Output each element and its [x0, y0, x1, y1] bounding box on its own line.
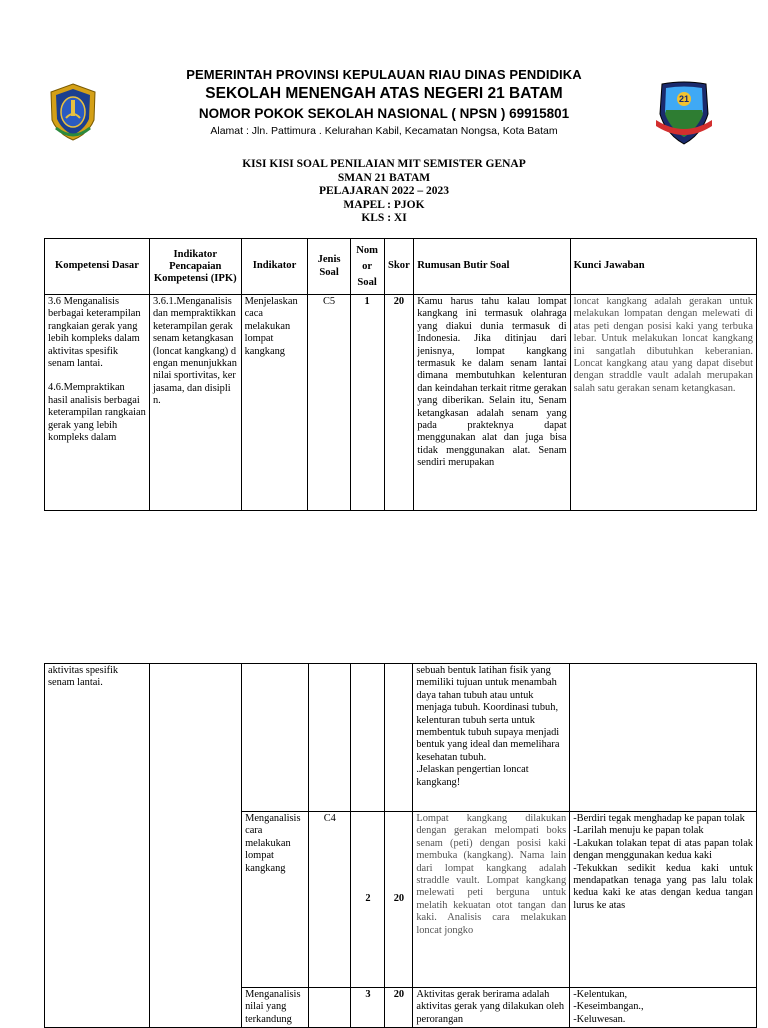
letterhead-npsn: NOMOR POKOK SEKOLAH NASIONAL ( NPSN ) 69915801	[198, 106, 570, 121]
title-line-1: KISI KISI SOAL PENILAIAN MIT SEMISTER GENAP	[242, 158, 526, 170]
header-ipk: Indikator Pencapaian Kompetensi (IPK)	[149, 239, 241, 295]
letterhead-school-name: SEKOLAH MENENGAH ATAS NEGERI 21 BATAM	[205, 85, 563, 102]
nomor-soal-cell: 1	[350, 295, 384, 511]
table-row	[45, 664, 757, 812]
header-indikator: Indikator	[241, 239, 308, 295]
kunci-cont-cell	[570, 664, 757, 812]
rumusan-cont-cell	[413, 664, 570, 812]
nomor-soal-cell: 3	[351, 988, 385, 1028]
letterhead-address: Alamat : Jln. Pattimura . Kelurahan Kabil, Kecamatan Nongsa, Kota Batam	[210, 125, 558, 137]
rumusan-butir-soal-cell: Kamu harus tahu kalau lompat kangkang ini termasuk olahraga yang diakui dunia termasuk di Indonesia. Jika ditinjau dari jenisnya, lompat kangkang termasuk ke dalam senam lantai dimana membutuhkan kelenturan dan keindahan terkait ritme gerakan yang diberikan. Selain itu, Senam ketangkasan adalah senam yang pada prakteknya dapat menggunakan alat dan juga bisa tidak menggunakan alat. Senam sendiri merupakan	[414, 295, 570, 511]
table-row	[45, 295, 757, 511]
rumusan-text: Lompat kangkang dilakukan dengan gerakan melompati boks senam (peti) dengan posisi kaki membuka (kangkang). Nama lain dari lompat kangkang adalah straddle vault. Lompat kangkang melewati peti berguna untuk melatih kekuatan otot tangan dan kaki. Analisis cara melakukan loncat jongko	[416, 813, 567, 936]
jenis-soal-cell: C4	[309, 812, 351, 988]
kunci-item-1: -Kelentukan,	[573, 989, 628, 1000]
title-line-5: KLS : XI	[361, 212, 407, 225]
indikator-cell: Menganalisis nilai yang terkandung	[242, 988, 309, 1028]
skor-cell: 20	[384, 295, 414, 511]
header-kunci-jawaban: Kunci Jawaban	[570, 239, 756, 295]
kisi-kisi-table-page-2	[44, 663, 757, 1028]
kunci-step-4: -Tekukkan sedikit kedua kaki untuk mendapatkan tenaga yang pas lalu tolak kedua kaki ke atas dengan kedua tangan lurus ke atas	[573, 862, 753, 911]
letterhead	[0, 66, 768, 138]
header-kompetensi-dasar: Kompetensi Dasar	[45, 239, 150, 295]
document-title	[0, 158, 768, 226]
rumusan-butir-soal-cell	[413, 812, 570, 988]
title-line-3: PELAJARAN 2022 – 2023	[318, 185, 449, 198]
kd-4-6: 4.6.Mempraktikan hasil analisis berbagai keterampilan rangkaian gerak yang lebih kompleks dalam	[48, 382, 146, 444]
indikator-cell: Menjelaskan caca melakukan lompat kangkang	[241, 295, 308, 511]
skor-cont-cell	[385, 664, 413, 812]
kompetensi-dasar-cell	[45, 295, 150, 511]
nomor-soal-cont-cell	[351, 664, 385, 812]
kunci-step-1: -Berdiri tegak menghadap ke papan tolak	[573, 813, 745, 824]
jenis-soal-cont-cell	[309, 664, 351, 812]
indikator-cont-cell	[242, 664, 309, 812]
kunci-jawaban-cell	[570, 812, 757, 988]
title-line-4: MAPEL : PJOK	[343, 198, 425, 211]
question-1: .Jelaskan pengertian loncat kangkang!	[416, 764, 529, 788]
ipk-cont-cell	[150, 664, 242, 1028]
nomor-soal-cell: 2	[351, 812, 385, 988]
kunci-jawaban-cell	[570, 988, 757, 1028]
skor-cell: 20	[385, 812, 413, 988]
school-logo-number: 21	[678, 94, 690, 104]
jenis-soal-cell: C5	[308, 295, 350, 511]
kunci-item-3: -Keluwesan.	[573, 1013, 626, 1025]
kd-3-6: 3.6 Menganalisis berbagai keterampilan rangkaian gerak yang lebih kompleks dalam aktivitas spesifik senam lantai.	[48, 296, 141, 370]
rumusan-butir-soal-cell: Aktivitas gerak berirama adalah aktivitas gerak yang dilakukan oleh perorangan	[413, 988, 570, 1028]
table-header-row	[45, 239, 757, 295]
kisi-kisi-table-page-1	[44, 238, 757, 511]
title-line-2: SMAN 21 BATAM	[337, 171, 431, 184]
kunci-step-2: -Larilah menuju ke papan tolak	[573, 825, 704, 837]
ipk-cell: 3.6.1.Menganalisis dan mempraktikkan keterampilan gerak senam ketangkasan (loncat kangkang) dengan menunjukkan nilai sportivitas, kerjasama, dan disiplin.	[149, 295, 241, 511]
indikator-cell: Menganalisis cara melakukan lompat kangkang	[242, 812, 309, 988]
kunci-step-3: -Lakukan tolakan tepat di atas papan tolak dengan menggunakan kedua kaki	[573, 837, 753, 862]
header-jenis-soal: Jenis Soal	[308, 239, 350, 295]
letterhead-line-1: PEMERINTAH PROVINSI KEPULAUAN RIAU DINAS PENDIDIKA	[186, 67, 582, 82]
header-nomor-soal: Nom or Soal	[350, 239, 384, 295]
kunci-jawaban-cell: loncat kangkang adalah gerakan untuk melakukan lompatan dengan melewati di atas peti dengan posisi kaki yang terbuka lebar. Untuk melakukan loncat kangkang ini sangatlah dibutuhkan keberanian. Loncat kangkang atau yang dapat disebut dengan straddle vault adalah merupakan salah satu gerakan senam ketangkasan.	[570, 295, 756, 511]
kompetensi-dasar-cont-cell: aktivitas spesifik senam lantai.	[45, 664, 150, 1028]
rumusan-cont-text: sebuah bentuk latihan fisik yang memiliki tujuan untuk menambah daya tahan tubuh atau untuk menjaga tubuh. Koordinasi tubuh, kelenturan tubuh serta untuk membentuk tubuh supaya menjadi bentuk yang ideal dan memelihara kesehatan tubuh.	[416, 665, 560, 763]
skor-cell: 20	[385, 988, 413, 1028]
header-rumusan-butir-soal: Rumusan Butir Soal	[414, 239, 570, 295]
jenis-soal-cell	[309, 988, 351, 1028]
kunci-item-2: -Keseimbangan.,	[573, 1001, 644, 1013]
header-skor: Skor	[384, 239, 414, 295]
